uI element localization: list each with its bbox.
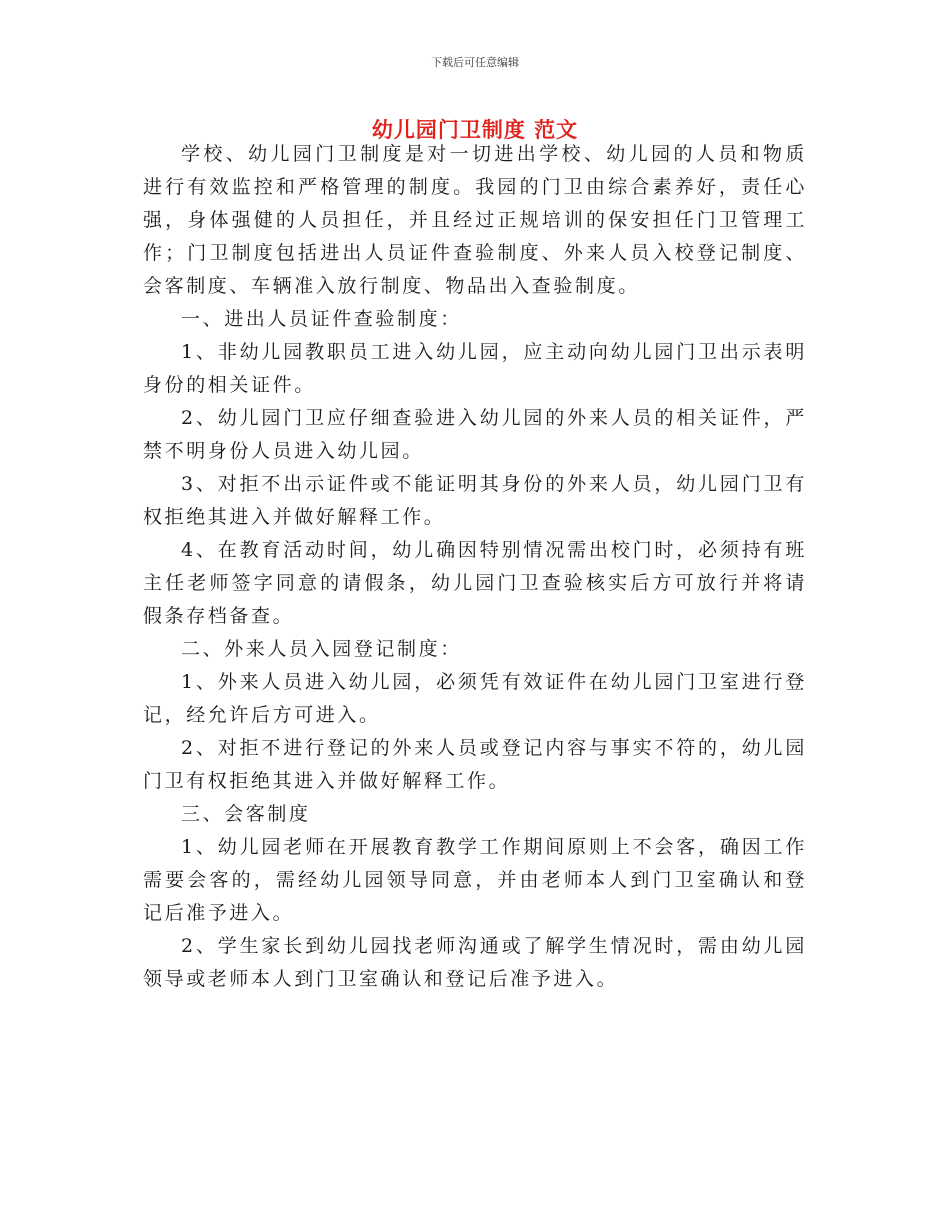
paragraph: 1、非幼儿园教职员工进入幼儿园，应主动向幼儿园门卫出示表明身份的相关证件。 [143,341,807,396]
header-note: 下载后可任意编辑 [431,56,519,69]
paragraph: 1、外来人员进入幼儿园，必须凭有效证件在幼儿园门卫室进行登记，经允许后方可进入。 [143,671,807,726]
document-body [143,138,807,996]
paragraph: 2、对拒不进行登记的外来人员或登记内容与事实不符的，幼儿园门卫有权拒绝其进入并做好解释工作。 [143,737,807,792]
paragraph: 1、幼儿园老师在开展教育教学工作期间原则上不会客，确因工作需要会客的，需经幼儿园领导同意，并由老师本人到门卫室确认和登记后准予进入。 [143,836,807,924]
document-title: 幼儿园门卫制度 范文 [371,118,579,142]
paragraph-intro: 学校、幼儿园门卫制度是对一切进出学校、幼儿园的人员和物质进行有效监控和严格管理的制度。我园的门卫由综合素养好，责任心强，身体强健的人员担任，并且经过正规培训的保安担任门卫管理工作；门卫制度包括进出人员证件查验制度、外来人员入校登记制度、会客制度、车辆准入放行制度、物品出入查验制度。 [143,143,807,297]
section-heading-meeting-guests: 三、会客制度 [181,803,311,825]
section-heading-id-check: 一、进出人员证件查验制度： [181,308,462,330]
paragraph: 3、对拒不出示证件或不能证明其身份的外来人员，幼儿园门卫有权拒绝其进入并做好解释工作。 [143,473,807,528]
section-heading-visitor-registration: 二、外来人员入园登记制度： [181,638,462,660]
paragraph: 2、学生家长到幼儿园找老师沟通或了解学生情况时，需由幼儿园领导或老师本人到门卫室确认和登记后准予进入。 [143,935,807,990]
paragraph: 4、在教育活动时间，幼儿确因特别情况需出校门时，必须持有班主任老师签字同意的请假条，幼儿园门卫查验核实后方可放行并将请假条存档备查。 [143,539,807,627]
paragraph: 2、幼儿园门卫应仔细查验进入幼儿园的外来人员的相关证件，严禁不明身份人员进入幼儿园。 [143,407,807,462]
